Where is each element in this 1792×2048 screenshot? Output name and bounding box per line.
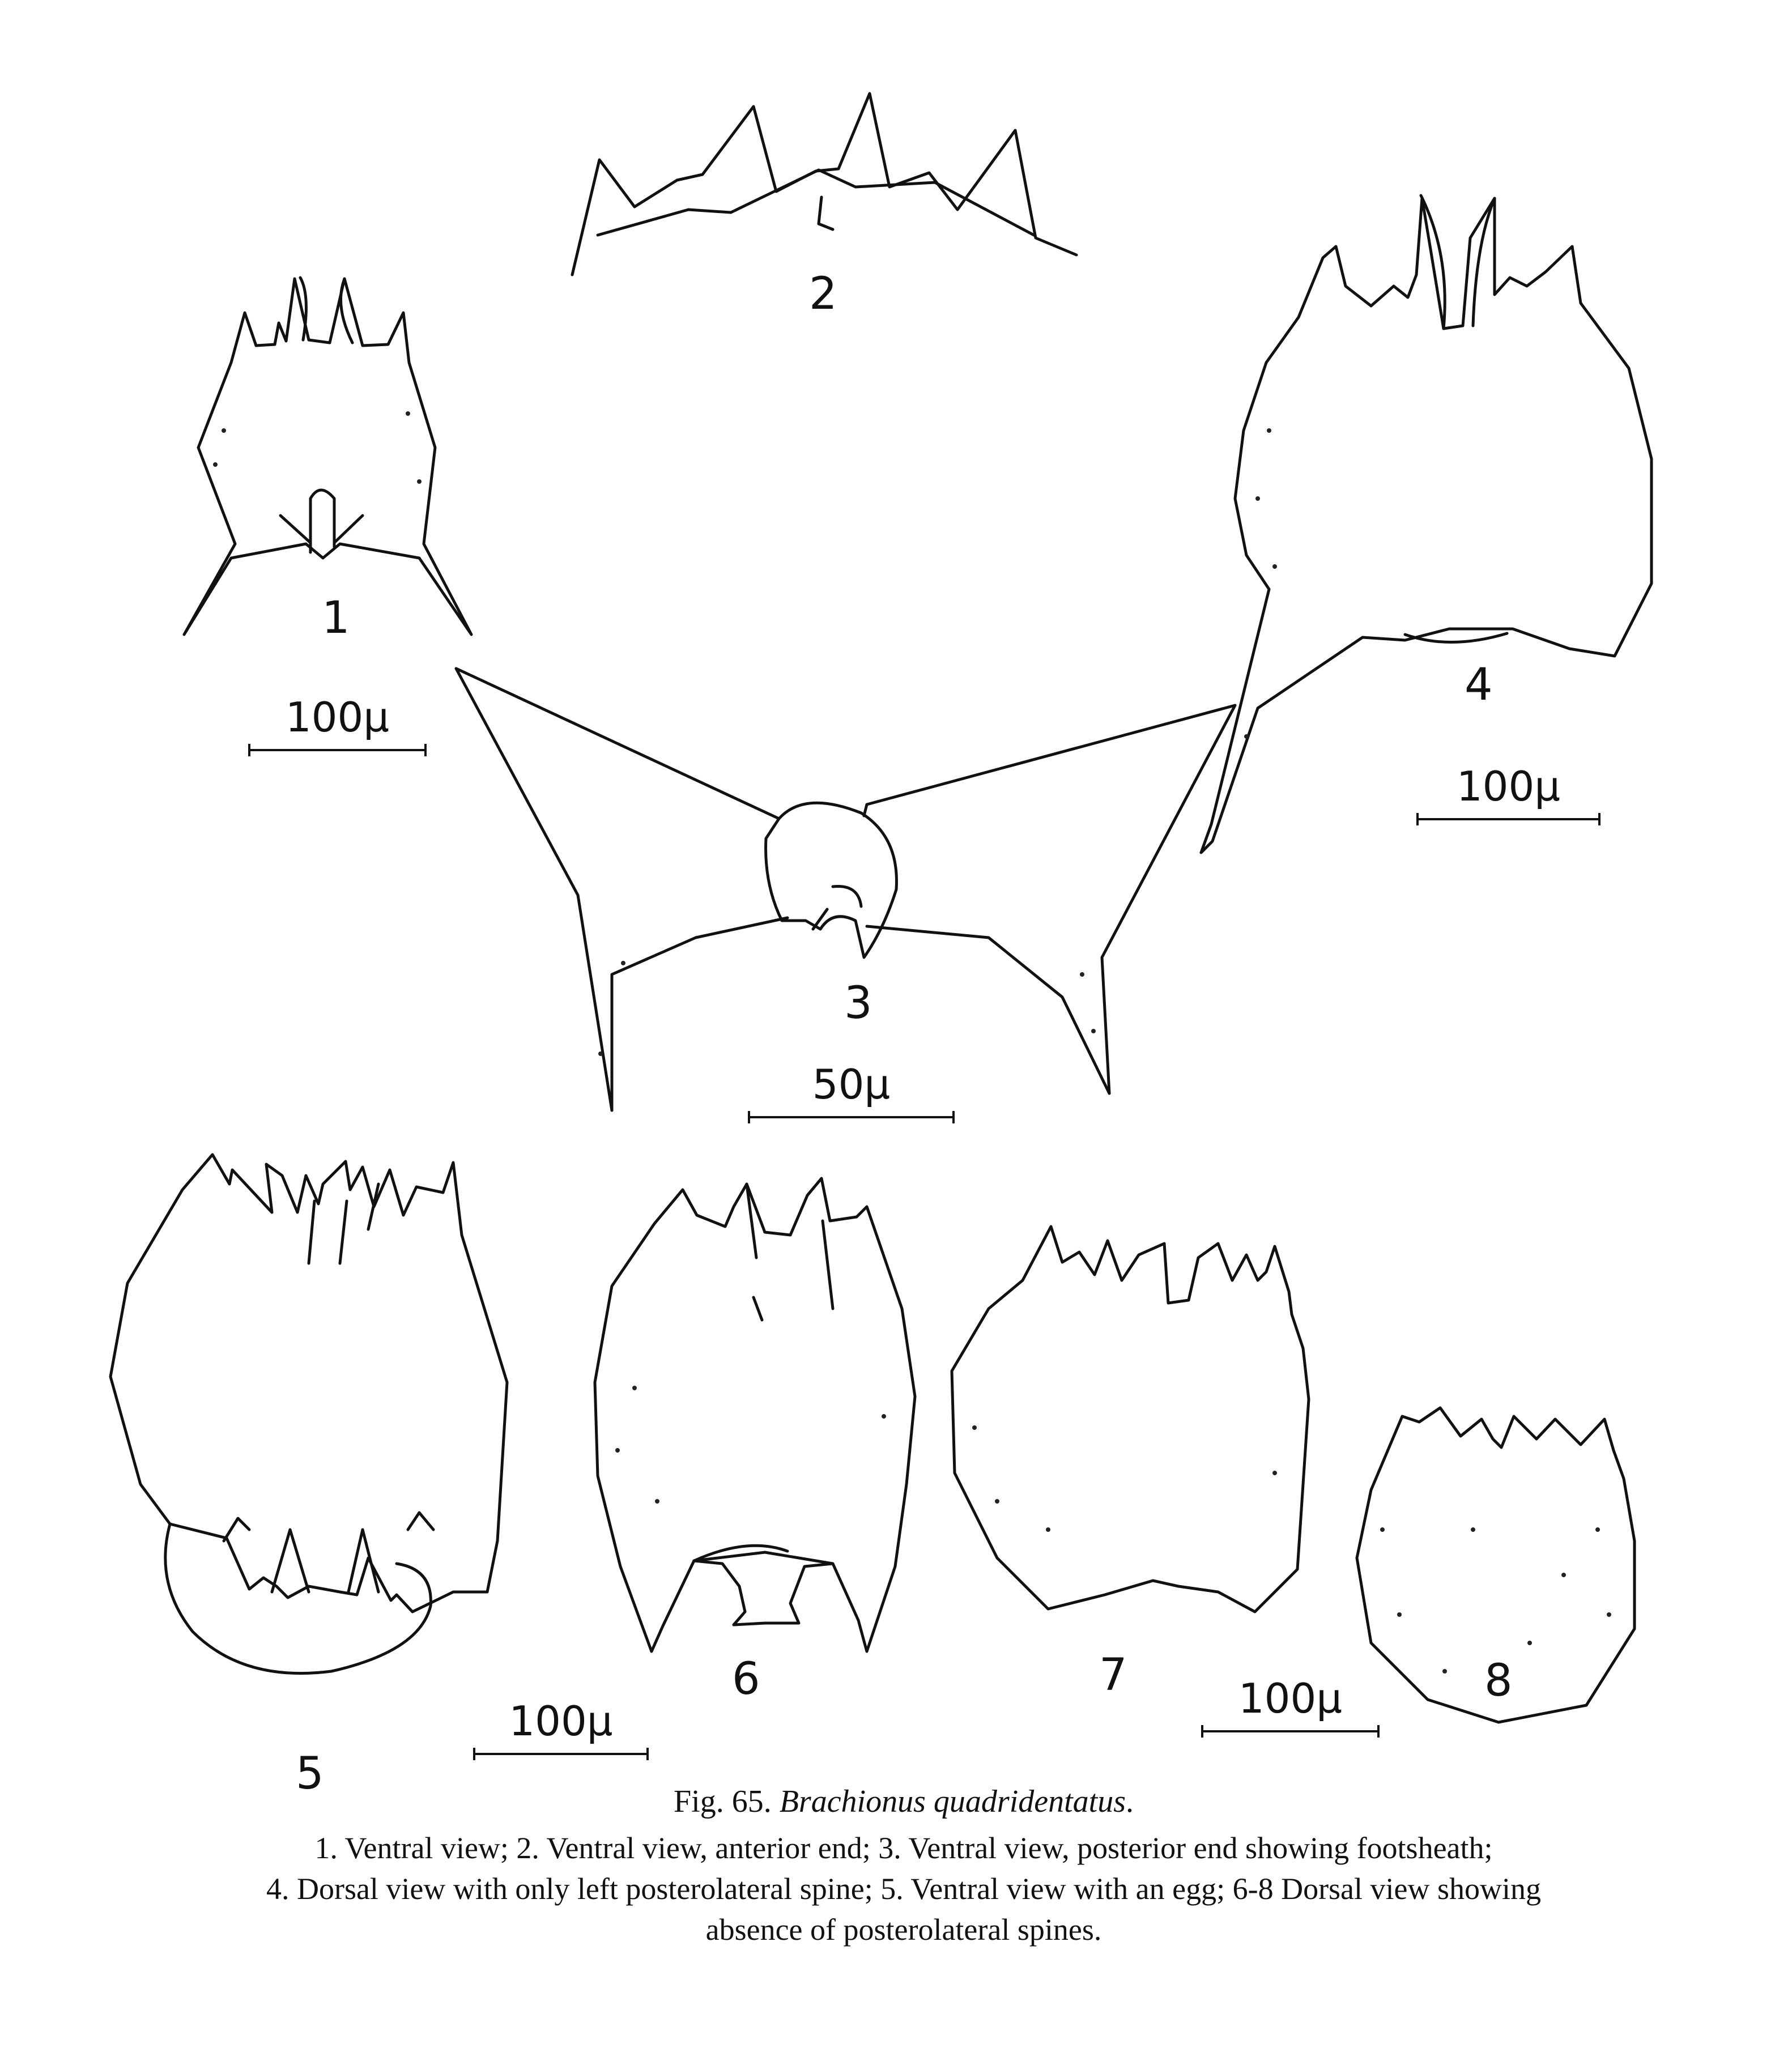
figure-4-drawing [1201,195,1651,853]
scale-bar-line [748,1116,955,1118]
caption-line-1: 1. Ventral view; 2. Ventral view, anterior end; 3. Ventral view, posterior end showing footsheath; [314,1831,1493,1865]
figure-1-drawing [184,278,471,635]
scale-bar-line [473,1753,649,1755]
scale-bar-fig1 [248,693,427,759]
scale-bar-line [1201,1730,1380,1732]
caption-species: Brachionus quadridentatus [779,1784,1126,1819]
panel-label-3: 3 [844,978,872,1029]
scale-bar-label: 100µ [285,693,390,741]
panel-label-1: 1 [322,593,350,644]
scale-bar-label: 100µ [1238,1675,1343,1722]
panel-label-7: 7 [1099,1650,1127,1701]
scale-bar-fig7-8 [1201,1675,1380,1740]
panel-label-4: 4 [1465,659,1493,710]
figure-5-drawing [110,1155,507,1674]
panel-label-5: 5 [296,1748,324,1799]
panel-label-8: 8 [1484,1655,1513,1706]
scale-bar-fig5 [473,1697,649,1763]
caption-line-3: absence of posterolateral spines. [705,1913,1102,1947]
scale-bar-label: 50µ [812,1061,891,1108]
figure-2-drawing [572,93,1076,275]
caption-title: Fig. 65. Brachionus quadridentatus. [673,1784,1134,1819]
figure-7-drawing [952,1227,1309,1612]
caption-label: Fig. 65. [673,1784,772,1819]
scale-bar-label: 100µ [509,1697,613,1745]
scale-bar-fig4 [1416,763,1601,828]
scale-bar-line [248,749,427,751]
scale-bar-line [1416,818,1601,820]
scale-bar-fig3 [748,1061,955,1126]
panel-label-6: 6 [732,1654,760,1705]
stippling [213,411,1611,1674]
scale-bar-label: 100µ [1456,763,1561,810]
figure-caption [85,1783,1722,1950]
figure-3-drawing [456,669,1235,1110]
figure-6-drawing [595,1178,915,1651]
caption-line-2: 4. Dorsal view with only left posterolateral spine; 5. Ventral view with an egg; 6-8 Dorsal view showing [266,1872,1542,1906]
panel-label-2: 2 [809,269,837,320]
